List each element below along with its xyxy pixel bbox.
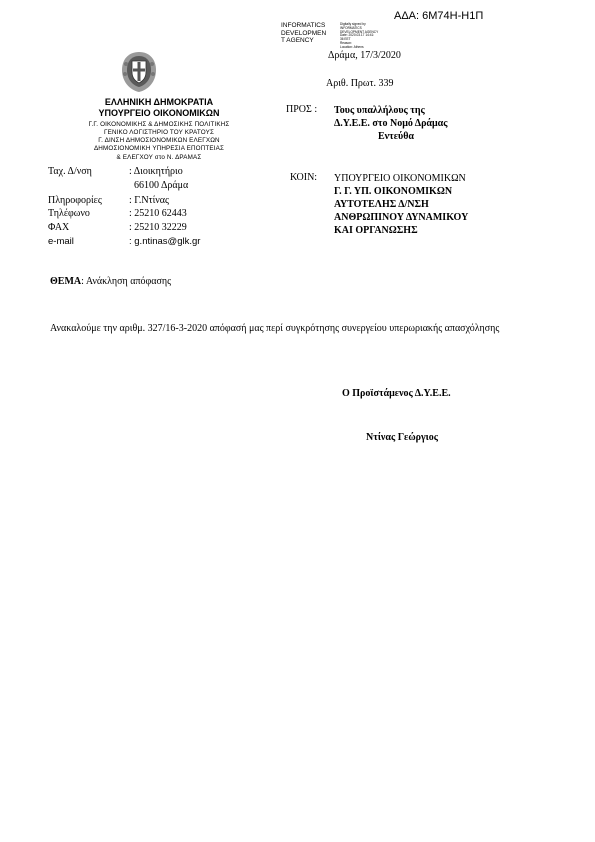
address-label: Ταχ. Δ/νση <box>48 166 92 177</box>
signature-detail: Digitally signed by <box>340 22 366 26</box>
sender-subline: ΓΕΝΙΚΟ ΛΟΓΙΣΤΗΡΙΟ ΤΟΥ ΚΡΑΤΟΥΣ <box>103 129 215 136</box>
signer-name: Ντίνας Γεώργιος <box>366 432 438 443</box>
email-label: e-mail <box>48 236 74 247</box>
cc-block <box>334 172 468 237</box>
fax-value: : 25210 32229 <box>129 222 187 233</box>
sender-subline: Γ.Γ. ΟΙΚΟΝΟΜΙΚΗΣ & ΔΗΜΟΣΙΚΗΣ ΠΟΛΙΤΙΚΗΣ <box>88 121 230 128</box>
phone-value: : 25210 62443 <box>129 208 187 219</box>
sender-country: ΕΛΛΗΝΙΚΗ ΔΗΜΟΚΡΑΤΙΑ <box>104 97 214 107</box>
ada-number: ΑΔΑ: 6Μ74Η-Η1Π <box>394 10 484 22</box>
signature-detail: INFORMATICS <box>340 25 362 30</box>
signature-detail: Location: Athens <box>340 44 364 49</box>
signature-line: DEVELOPMEN <box>281 29 327 37</box>
recipient-line: Εντεύθα <box>378 131 415 142</box>
signature-detail: Date: 2020.03.17 14:41: <box>340 33 375 38</box>
sender-subline: & ΕΛΕΓΧΟΥ στο Ν. ΔΡΑΜΑΣ <box>116 154 202 161</box>
recipient-line: Δ.Υ.Ε.Ε. στο Νομό Δράμας <box>334 118 448 129</box>
subject-text: : Ανάκληση απόφασης <box>81 276 172 287</box>
signer-title: Ο Προϊστάμενος Δ.Υ.Ε.Ε. <box>342 388 451 399</box>
subject <box>50 276 171 287</box>
document-date: Δράμα, 17/3/2020 <box>328 50 401 61</box>
digital-signature-details <box>340 23 378 50</box>
signature-detail: Reason: <box>340 40 352 45</box>
recipient-label: ΠΡΟΣ : <box>286 104 318 115</box>
body-text: Ανακαλούμε την αριθμ. 327/16-3-2020 απόφασή μας περί συγκρότησης συνεργείου υπερωριακής απασχόλησης <box>50 323 500 334</box>
cc-line: Γ. Γ. ΥΠ. ΟΙΚΟΝΟΜΙΚΩΝ <box>334 186 453 197</box>
signature-line: T AGENCY <box>281 37 314 44</box>
cc-line: ΑΥΤΟΤΕΛΗΣ Δ/ΝΣΗ <box>334 199 429 210</box>
info-value: : Γ.Ντίνας <box>129 195 170 206</box>
sender-subline: ΔΗΜΟΣΙΟΝΟΜΙΚΗ ΥΠΗΡΕΣΙΑ ΕΠΟΠΤΕΙΑΣ <box>93 145 225 152</box>
signature-line: INFORMATICS <box>281 22 326 29</box>
fax-label: ΦΑΧ <box>48 222 70 233</box>
phone-label: Τηλέφωνο <box>48 208 90 219</box>
greek-coat-of-arms-icon <box>118 50 160 94</box>
signature-detail: DEVELOPMENT AGENCY <box>340 29 379 34</box>
cc-line: ΑΝΘΡΩΠΙΝΟΥ ΔΥΝΑΜΙΚΟΥ <box>334 212 469 223</box>
subject-label: ΘΕΜΑ <box>50 276 82 287</box>
address-value: : Διοικητήριο <box>129 166 183 177</box>
recipient-block <box>334 104 447 143</box>
cc-label: ΚΟΙΝ: <box>290 172 318 183</box>
sender-ministry: ΥΠΟΥΡΓΕΙΟ ΟΙΚΟΝΟΜΙΚΩΝ <box>98 108 220 118</box>
digital-signature-label <box>281 22 326 45</box>
email-value: : g.ntinas@glk.gr <box>129 236 201 247</box>
signature-detail: 36 EET <box>340 37 351 42</box>
recipient-line: Τους υπαλλήλους της <box>334 105 425 116</box>
cc-line: ΥΠΟΥΡΓΕΙΟ ΟΙΚΟΝΟΜΙΚΩΝ <box>334 173 466 184</box>
cc-line: ΚΑΙ ΟΡΓΑΝΩΣΗΣ <box>334 225 418 236</box>
protocol-number: Αριθ. Πρωτ. 339 <box>326 78 394 89</box>
postal-address: 66100 Δράμα <box>134 180 189 191</box>
sender-subline: Γ. ΔΙΝΣΗ ΔΗΜΟΣΙΟΝΟΜΙΚΩΝ ΕΛΕΓΧΩΝ <box>98 137 220 144</box>
info-label: Πληροφορίες <box>48 195 102 206</box>
